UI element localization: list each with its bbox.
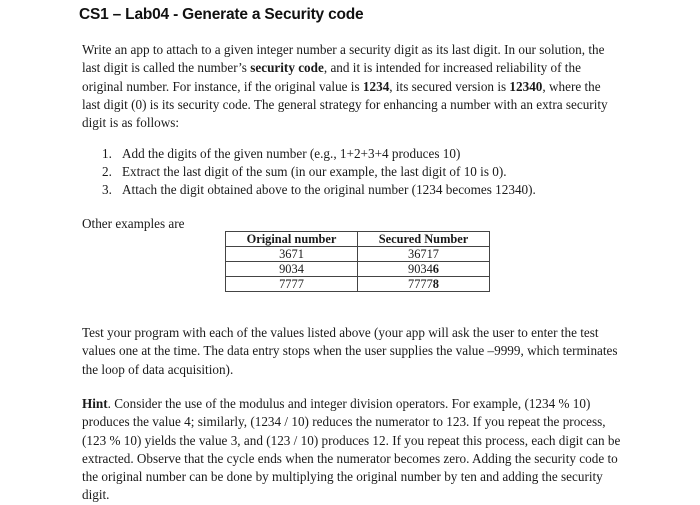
intro-text-4: , where the last digit (0) is its security code. The general strategy for enhancing a number with an extra security digit is as follows: — [82, 78, 608, 131]
document-title: CS1 – Lab04 - Generate a Security code — [79, 6, 364, 23]
step-text: Attach the digit obtained above to the original number (1234 becomes 12340). — [122, 181, 536, 197]
intro-text-2: , and it is intended for increased reliability of the original number. For instance, if the original value is — [82, 60, 581, 94]
step-item — [102, 163, 622, 181]
intro-bold-security-code: security code — [250, 60, 324, 76]
secured-base: 3671 — [408, 247, 433, 261]
header-original-number: Original number — [226, 232, 358, 247]
step-item — [102, 145, 622, 163]
cell-original: 9034 — [226, 262, 358, 277]
steps-list — [102, 145, 622, 198]
secured-digit: 6 — [432, 262, 439, 276]
table-header-row — [226, 232, 490, 247]
step-number: 3. — [102, 181, 112, 197]
cell-original: 7777 — [226, 277, 358, 292]
step-text: Add the digits of the given number (e.g., 1+2+3+4 produces 10) — [122, 146, 461, 161]
table-row — [226, 277, 490, 292]
hint-paragraph — [82, 395, 622, 505]
cell-secured — [358, 262, 490, 277]
secured-digit: 8 — [432, 277, 439, 291]
cell-original: 3671 — [226, 247, 358, 262]
cell-secured — [358, 277, 490, 292]
examples-table — [225, 231, 490, 292]
table-row — [226, 247, 490, 262]
hint-label: Hint — [82, 396, 108, 411]
table-row — [226, 262, 490, 277]
test-paragraph: Test your program with each of the values listed above (your app will ask the user to enter the test values one at the time. The data entry stops when the user supplies the value –9999, which terminates the loop of data acquisition). — [82, 325, 618, 377]
step-number: 2. — [102, 163, 112, 179]
intro-text-1: Write an app to attach to a given integer number a security digit as its last digit. In our solution, the last digit is called the number’s — [82, 42, 605, 76]
intro-bold-secured: 12340 — [509, 78, 543, 94]
secured-digit: 7 — [432, 247, 439, 261]
other-examples-label: Other examples are — [82, 216, 185, 231]
header-secured-number: Secured Number — [358, 232, 490, 247]
cell-secured — [358, 247, 490, 262]
hint-text: . Consider the use of the modulus and integer division operators. For example, (1234 % 10) produces the value 4; similarly, (1234 / 10) reduces the numerator to 123. If you repeat the process, (123 % 10) yields the value 3, and (123 / 10) produces 12. If you repeat this process, each digit can be extracted. Observe that the cycle ends when the numerator becomes zero. Adding the security code to the original number can be done by multiplying the original number by ten and adding the security digit. — [82, 396, 621, 503]
step-number: 1. — [102, 146, 112, 161]
intro-bold-original: 1234 — [362, 78, 390, 94]
intro-text-3: , its secured version is — [389, 78, 510, 94]
secured-base: 9034 — [408, 262, 433, 276]
intro-paragraph — [82, 41, 622, 132]
step-item — [102, 181, 622, 199]
secured-base: 7777 — [408, 277, 433, 291]
step-text: Extract the last digit of the sum (in our example, the last digit of 10 is 0). — [122, 163, 507, 179]
